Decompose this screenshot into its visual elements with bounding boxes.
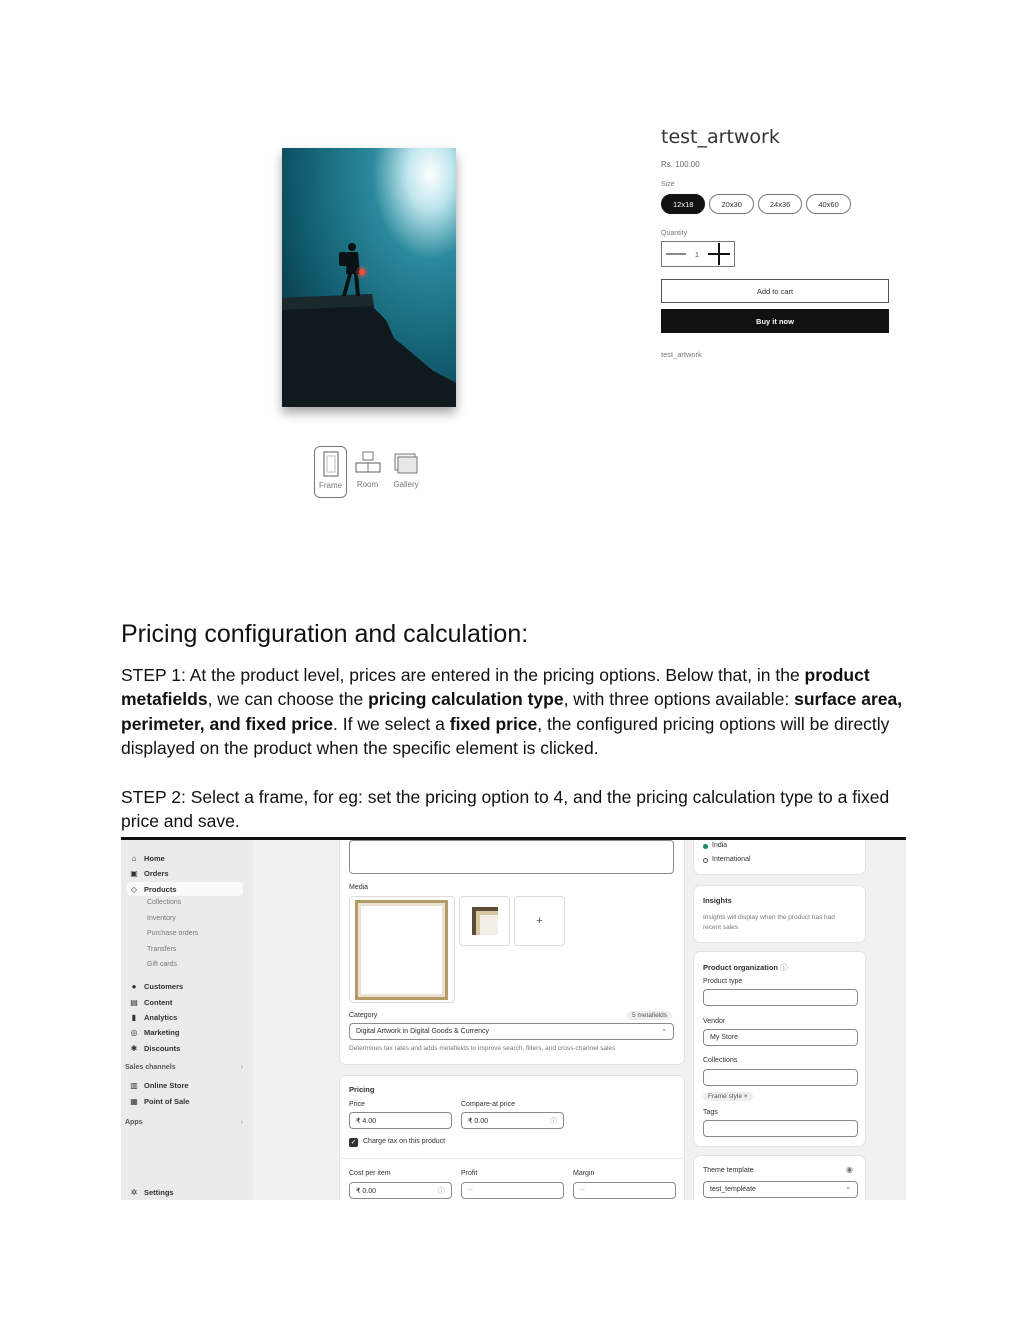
category-label: Category [349, 1012, 378, 1019]
tab-gallery[interactable] [388, 446, 424, 498]
tab-label: Frame [318, 481, 343, 490]
view-mode-tabs [314, 446, 424, 498]
select-chevron-icon: ⌃ [845, 1186, 851, 1194]
gear-icon: ✲ [130, 1187, 138, 1197]
sidebar-item-point-of-sale[interactable]: ▦ Point of Sale [130, 1096, 190, 1106]
product-title: test_artwork [661, 126, 780, 148]
step-1-paragraph: STEP 1: At the product level, prices are entered in the pricing options. Below that, in the product metafields, we can choose the pricing calculation type, with three options available: surface area, perimeter, and fixed price. If we select a fixed price, the configured pricing options will be directly displayed on the product when the specific element is clicked. [121, 665, 903, 758]
sidebar-item-discounts[interactable]: ✱ Discounts [130, 1043, 181, 1053]
markets-card [694, 837, 865, 874]
frame-icon [323, 451, 339, 477]
tab-room[interactable] [351, 446, 384, 498]
size-option-40x60[interactable]: 40x60 [806, 194, 850, 214]
media-thumbnail[interactable] [459, 896, 510, 946]
sidebar-item-analytics[interactable]: ▮ Analytics [129, 1010, 177, 1024]
inbox-icon: ▣ [130, 868, 138, 878]
tab-label: Gallery [393, 480, 419, 489]
select-chevron-icon: ⌃ [661, 1028, 667, 1036]
collection-tag-frame-style[interactable]: Frame style × [703, 1092, 753, 1101]
cost-per-item-label: Cost per item [349, 1170, 391, 1177]
collections-input[interactable] [703, 1069, 858, 1086]
home-icon: ⌂ [131, 853, 137, 863]
product-description: test_artwork [661, 350, 702, 359]
price-input[interactable]: ₹ 4.00 [349, 1112, 452, 1129]
vendor-input[interactable]: My Store [703, 1029, 858, 1046]
sidebar-item-collections[interactable]: Collections [147, 899, 182, 906]
sidebar-item-settings[interactable]: ✲ Settings [130, 1187, 174, 1197]
info-icon[interactable]: ⓘ [780, 963, 788, 972]
profit-label: Profit [461, 1170, 478, 1177]
size-label: Size [661, 181, 675, 188]
status-dot-icon [703, 844, 708, 849]
vendor-label: Vendor [703, 1018, 726, 1025]
tag-icon: ◇ [130, 884, 138, 894]
status-ring-icon [703, 858, 708, 863]
margin-input: -- [573, 1182, 676, 1199]
price-label: Price [349, 1101, 365, 1108]
media-primary[interactable] [349, 896, 455, 1003]
admin-screenshot [121, 837, 906, 1200]
insights-title: Insights [703, 896, 732, 905]
help-icon[interactable]: ⓘ [438, 1187, 445, 1195]
tags-input[interactable] [703, 1120, 858, 1137]
eye-icon[interactable]: ◉ [846, 1165, 853, 1174]
pos-icon: ▦ [130, 1096, 138, 1106]
description-editor[interactable] [349, 840, 674, 874]
pricing-title: Pricing [349, 1085, 375, 1094]
sidebar-item-orders[interactable]: ▣ Orders [130, 868, 169, 878]
insights-text: Insights will display when the product has had recent sales [703, 914, 835, 931]
sidebar-item-inventory[interactable]: Inventory [147, 915, 176, 922]
content-icon: ▤ [130, 997, 138, 1007]
market-international: International [712, 856, 751, 863]
market-india: India [712, 842, 728, 849]
chevron-right-icon: › [240, 1119, 243, 1126]
sidebar-item-gift-cards[interactable]: Gift cards [147, 961, 177, 968]
compare-at-price-label: Compare-at price [461, 1101, 516, 1108]
frame-image-icon [350, 897, 454, 1002]
tags-label: Tags [703, 1109, 718, 1116]
artwork-image [282, 148, 456, 407]
sidebar-section-apps[interactable]: Apps › [125, 1119, 243, 1126]
category-help: Determines tax rates and adds metafields to improve search, filters, and cross-channel sales [349, 1045, 616, 1052]
sidebar-item-purchase-orders[interactable]: Purchase orders [147, 930, 199, 937]
chevron-right-icon: › [240, 1064, 243, 1071]
theme-template-card [694, 1156, 865, 1200]
bar-chart-icon: ▮ [131, 1012, 137, 1022]
sidebar-item-products[interactable]: ◇ Products [127, 882, 243, 896]
pricing-card [340, 1076, 684, 1200]
product-organization-card [694, 952, 865, 1146]
tab-frame[interactable] [314, 446, 347, 498]
collections-label: Collections [703, 1057, 738, 1064]
product-price: Rs. 100.00 [661, 160, 700, 169]
size-option-12x18[interactable]: 12x18 [661, 194, 705, 214]
product-type-input[interactable] [703, 989, 858, 1006]
category-value: Digital Artwork in Digital Goods & Currency [356, 1028, 490, 1035]
sidebar-item-online-store[interactable]: ▥ Online Store [130, 1080, 189, 1090]
charge-tax-checkbox[interactable]: ✓ [350, 1139, 357, 1146]
buy-now-button[interactable]: Buy it now [661, 309, 889, 333]
theme-template-label: Theme template [703, 1167, 754, 1174]
frame-corner-icon [460, 897, 509, 945]
sidebar-item-transfers[interactable]: Transfers [147, 946, 177, 953]
close-icon[interactable]: × [743, 1093, 748, 1100]
cost-per-item-input[interactable]: ₹ 0.00 ⓘ [349, 1182, 452, 1199]
add-to-cart-button[interactable]: Add to cart [661, 279, 889, 303]
sidebar-item-home[interactable]: ⌂ Home [129, 851, 165, 865]
media-label: Media [349, 884, 369, 891]
minus-icon[interactable] [666, 253, 686, 255]
size-option-20x30[interactable]: 20x30 [709, 194, 753, 214]
category-select[interactable] [349, 1023, 674, 1040]
insights-card [694, 886, 865, 942]
charge-tax-label: Charge tax on this product [363, 1138, 446, 1145]
admin-sidebar [121, 840, 253, 1200]
size-option-24x36[interactable]: 24x36 [758, 194, 802, 214]
sofa-icon [354, 450, 382, 476]
quantity-stepper [661, 241, 735, 267]
tab-label: Room [356, 480, 379, 489]
add-media-button[interactable]: + [514, 896, 565, 946]
media-card [340, 837, 684, 1064]
quantity-value[interactable]: 1 [694, 249, 700, 259]
plus-icon[interactable] [708, 243, 730, 265]
compare-at-price-input[interactable]: ₹ 0.00 ⓘ [461, 1112, 564, 1129]
person-icon: ● [131, 981, 137, 991]
product-type-label: Product type [703, 978, 743, 985]
sidebar-section-sales-channels[interactable]: Sales channels › [125, 1064, 243, 1071]
pricing-divider [340, 1158, 684, 1159]
section-heading: Pricing configuration and calculation: [121, 620, 529, 648]
profit-input: -- [461, 1182, 564, 1199]
sidebar-item-marketing[interactable]: ◎ Marketing [130, 1027, 180, 1037]
target-icon: ◎ [130, 1027, 138, 1037]
store-icon: ▥ [130, 1080, 138, 1090]
metafields-badge[interactable]: 5 metafields [627, 1011, 672, 1020]
discount-icon: ✱ [130, 1043, 138, 1053]
sidebar-item-customers[interactable]: ● Customers [129, 979, 183, 993]
margin-label: Margin [573, 1170, 595, 1177]
product-organization-title: Product organization ⓘ [703, 963, 788, 972]
help-icon[interactable]: ⓘ [550, 1117, 557, 1125]
step-2-paragraph: STEP 2: Select a frame, for eg: set the pricing option to 4, and the pricing calculation type to a fixed price and save. [121, 787, 890, 832]
sidebar-item-content[interactable]: ▤ Content [130, 997, 173, 1007]
size-options [661, 194, 851, 214]
quantity-label: Quantity [661, 230, 688, 237]
theme-template-select[interactable]: test_templeate ⌃ [703, 1181, 858, 1198]
gallery-icon [393, 450, 419, 476]
